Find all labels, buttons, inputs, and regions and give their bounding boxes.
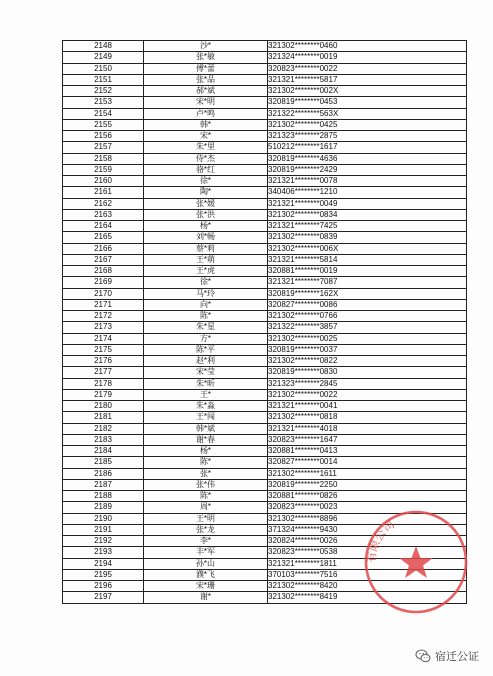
table-row (63, 209, 467, 220)
row-number-cell: 2178 (63, 378, 144, 389)
name-cell: 王*明 (144, 513, 268, 524)
row-number-cell: 2150 (63, 63, 144, 74)
name-cell: 蔡*莉 (144, 243, 268, 254)
row-number-cell: 2183 (63, 434, 144, 445)
row-number-cell: 2168 (63, 266, 144, 277)
name-cell: 卢*鸣 (144, 108, 268, 119)
row-number-cell: 2177 (63, 367, 144, 378)
name-cell: 徐* (144, 176, 268, 187)
id-number-cell: 321324********0019 (268, 52, 467, 63)
id-number-cell: 321302********0425 (268, 119, 467, 130)
name-cell: 徐* (144, 277, 268, 288)
id-number-cell: 320827********0086 (268, 299, 467, 310)
id-number-cell: 321302********006X (268, 243, 467, 254)
name-cell: 宋*明 (144, 97, 268, 108)
name-cell: 韩* (144, 119, 268, 130)
name-cell: 朱*星 (144, 322, 268, 333)
id-number-cell: 320823********0538 (268, 547, 467, 558)
id-number-cell: 320819********0037 (268, 344, 467, 355)
row-number-cell: 2152 (63, 86, 144, 97)
table-row (63, 378, 467, 389)
row-number-cell: 2163 (63, 209, 144, 220)
id-number-cell: 321322********563X (268, 108, 467, 119)
row-number-cell: 2186 (63, 468, 144, 479)
id-number-cell: 320827********0014 (268, 457, 467, 468)
table-row (63, 401, 467, 412)
id-number-cell: 321321********5817 (268, 74, 467, 85)
id-number-cell: 320819********0830 (268, 367, 467, 378)
name-cell: 张*龙 (144, 524, 268, 535)
table-row (63, 142, 467, 153)
row-number-cell: 2153 (63, 97, 144, 108)
table-row (63, 153, 467, 164)
wechat-icon (415, 648, 431, 664)
row-number-cell: 2158 (63, 153, 144, 164)
name-cell: 韩*斌 (144, 423, 268, 434)
row-number-cell: 2167 (63, 254, 144, 265)
row-number-cell: 2194 (63, 558, 144, 569)
id-number-cell: 320823********0023 (268, 502, 467, 513)
row-number-cell: 2157 (63, 142, 144, 153)
name-cell: 张*品 (144, 74, 268, 85)
id-number-cell: 320824********0026 (268, 536, 467, 547)
row-number-cell: 2169 (63, 277, 144, 288)
id-number-cell: 321302********1611 (268, 468, 467, 479)
id-number-cell: 320819********2250 (268, 479, 467, 490)
id-number-cell: 321321********5814 (268, 254, 467, 265)
row-number-cell: 2172 (63, 311, 144, 322)
name-cell: 陈*平 (144, 344, 268, 355)
row-number-cell: 2187 (63, 479, 144, 490)
row-number-cell: 2148 (63, 41, 144, 52)
row-number-cell: 2155 (63, 119, 144, 130)
name-cell: 张*伟 (144, 479, 268, 490)
table-row (63, 63, 467, 74)
id-number-cell: 320823********1647 (268, 434, 467, 445)
name-cell: 张*媛 (144, 198, 268, 209)
table-row (63, 311, 467, 322)
id-number-cell: 340406********1210 (268, 187, 467, 198)
table-row (63, 299, 467, 310)
name-cell: 朱*淼 (144, 401, 268, 412)
id-number-cell: 321323********2845 (268, 378, 467, 389)
id-number-cell: 321321********0041 (268, 401, 467, 412)
row-number-cell: 2154 (63, 108, 144, 119)
table-row (63, 108, 467, 119)
id-number-cell: 321302********8896 (268, 513, 467, 524)
name-cell: 刘*畅 (144, 232, 268, 243)
name-cell: 沙* (144, 41, 268, 52)
row-number-cell: 2161 (63, 187, 144, 198)
name-cell: 骆*红 (144, 164, 268, 175)
table-row (63, 277, 467, 288)
row-number-cell: 2182 (63, 423, 144, 434)
row-number-cell: 2174 (63, 333, 144, 344)
row-number-cell: 2151 (63, 74, 144, 85)
row-number-cell: 2185 (63, 457, 144, 468)
id-number-cell: 321321********7425 (268, 221, 467, 232)
table-row (63, 457, 467, 468)
row-number-cell: 2179 (63, 389, 144, 400)
id-number-cell: 320819********0453 (268, 97, 467, 108)
name-cell: 张* (144, 468, 268, 479)
id-number-cell: 320881********0826 (268, 491, 467, 502)
id-number-cell: 321302********0025 (268, 333, 467, 344)
name-cell: 朱*昕 (144, 378, 268, 389)
table-row (63, 266, 467, 277)
id-number-cell: 321321********7087 (268, 277, 467, 288)
name-cell: 王*闯 (144, 412, 268, 423)
table-row (63, 344, 467, 355)
footer-watermark (415, 648, 479, 664)
id-number-cell: 371324********9430 (268, 524, 467, 535)
id-number-cell: 321323********2875 (268, 131, 467, 142)
table-row (63, 423, 467, 434)
name-cell: 濮*飞 (144, 569, 268, 580)
id-number-cell: 321302********0766 (268, 311, 467, 322)
table-row (63, 131, 467, 142)
row-number-cell: 2192 (63, 536, 144, 547)
table-row (63, 367, 467, 378)
id-number-cell: 321302********0818 (268, 412, 467, 423)
name-cell: 宋* (144, 131, 268, 142)
name-cell: 张*洪 (144, 209, 268, 220)
table-row (63, 198, 467, 209)
name-cell: 陈* (144, 491, 268, 502)
name-cell: 王*萌 (144, 254, 268, 265)
name-cell: 陈* (144, 457, 268, 468)
row-number-cell: 2171 (63, 299, 144, 310)
name-cell: 丰*军 (144, 547, 268, 558)
row-number-cell: 2162 (63, 198, 144, 209)
table-row (63, 74, 467, 85)
name-cell: 孙*山 (144, 558, 268, 569)
name-cell: 王*虎 (144, 266, 268, 277)
id-number-cell: 321321********0049 (268, 198, 467, 209)
table-row (63, 446, 467, 457)
id-number-cell: 320819********2429 (268, 164, 467, 175)
name-cell: 傅*蕾 (144, 63, 268, 74)
name-cell: 谢* (144, 592, 268, 603)
table-row (63, 434, 467, 445)
name-cell: 侍*杰 (144, 153, 268, 164)
row-number-cell: 2181 (63, 412, 144, 423)
name-cell: 陈* (144, 311, 268, 322)
row-number-cell: 2149 (63, 52, 144, 63)
id-number-cell: 321302********002X (268, 86, 467, 97)
table-row (63, 52, 467, 63)
row-number-cell: 2159 (63, 164, 144, 175)
seal-star-icon (399, 546, 433, 578)
name-cell: 宋*珊 (144, 581, 268, 592)
id-number-cell: 321322********3857 (268, 322, 467, 333)
name-cell: 杨* (144, 221, 268, 232)
id-number-cell: 321302********0822 (268, 356, 467, 367)
name-cell: 周* (144, 502, 268, 513)
id-number-cell: 321321********1811 (268, 558, 467, 569)
row-number-cell: 2191 (63, 524, 144, 535)
table-row (63, 176, 467, 187)
id-number-cell: 321302********0839 (268, 232, 467, 243)
row-number-cell: 2170 (63, 288, 144, 299)
row-number-cell: 2196 (63, 581, 144, 592)
row-number-cell: 2166 (63, 243, 144, 254)
name-cell: 陶* (144, 187, 268, 198)
table-row (63, 221, 467, 232)
table-row (63, 468, 467, 479)
row-number-cell: 2180 (63, 401, 144, 412)
id-number-cell: 321302********0834 (268, 209, 467, 220)
table-row (63, 356, 467, 367)
id-number-cell: 320823********0022 (268, 63, 467, 74)
table-row (63, 333, 467, 344)
row-number-cell: 2164 (63, 221, 144, 232)
id-number-cell: 320881********0413 (268, 446, 467, 457)
table-row (63, 389, 467, 400)
id-number-cell: 321321********4018 (268, 423, 467, 434)
table-row (63, 254, 467, 265)
table-row (63, 97, 467, 108)
row-number-cell: 2188 (63, 491, 144, 502)
footer-source-label: 宿迁公证 (435, 651, 479, 663)
row-number-cell: 2195 (63, 569, 144, 580)
name-cell: 李* (144, 536, 268, 547)
row-number-cell: 2176 (63, 356, 144, 367)
name-cell: 宋*莹 (144, 367, 268, 378)
table-row (63, 119, 467, 130)
row-number-cell: 2165 (63, 232, 144, 243)
name-cell: 向* (144, 299, 268, 310)
row-number-cell: 2156 (63, 131, 144, 142)
table-row (63, 86, 467, 97)
name-cell: 赵*利 (144, 356, 268, 367)
id-number-cell: 321321********0078 (268, 176, 467, 187)
id-number-cell: 321302********8420 (268, 581, 467, 592)
table-row (63, 479, 467, 490)
id-number-cell: 510212********1617 (268, 142, 467, 153)
name-cell: 谢*春 (144, 434, 268, 445)
row-number-cell: 2189 (63, 502, 144, 513)
table-row (63, 288, 467, 299)
id-number-cell: 321302********0460 (268, 41, 467, 52)
name-cell: 方* (144, 333, 268, 344)
row-number-cell: 2193 (63, 547, 144, 558)
name-cell: 马*玲 (144, 288, 268, 299)
id-number-cell: 320819********162X (268, 288, 467, 299)
row-number-cell: 2197 (63, 592, 144, 603)
row-number-cell: 2173 (63, 322, 144, 333)
name-cell: 张*敏 (144, 52, 268, 63)
svg-text:有限公司 (365, 518, 397, 563)
table-row (63, 243, 467, 254)
table-row (63, 164, 467, 175)
id-number-cell: 320819********4636 (268, 153, 467, 164)
id-number-cell: 321302********0022 (268, 389, 467, 400)
row-number-cell: 2190 (63, 513, 144, 524)
id-number-cell: 370103********7516 (268, 569, 467, 580)
table-row (63, 491, 467, 502)
row-number-cell: 2184 (63, 446, 144, 457)
table-row (63, 322, 467, 333)
name-cell: 王* (144, 389, 268, 400)
table-row (63, 187, 467, 198)
row-number-cell: 2160 (63, 176, 144, 187)
official-seal (360, 506, 472, 618)
name-cell: 朱*里 (144, 142, 268, 153)
id-number-cell: 320881********0019 (268, 266, 467, 277)
table-row (63, 412, 467, 423)
table-row (63, 41, 467, 52)
row-number-cell: 2175 (63, 344, 144, 355)
seal-text: 有限公司 (364, 518, 398, 564)
name-cell: 郝*斌 (144, 86, 268, 97)
table-row (63, 232, 467, 243)
name-cell: 杨* (144, 446, 268, 457)
id-number-cell: 321302********8419 (268, 592, 467, 603)
